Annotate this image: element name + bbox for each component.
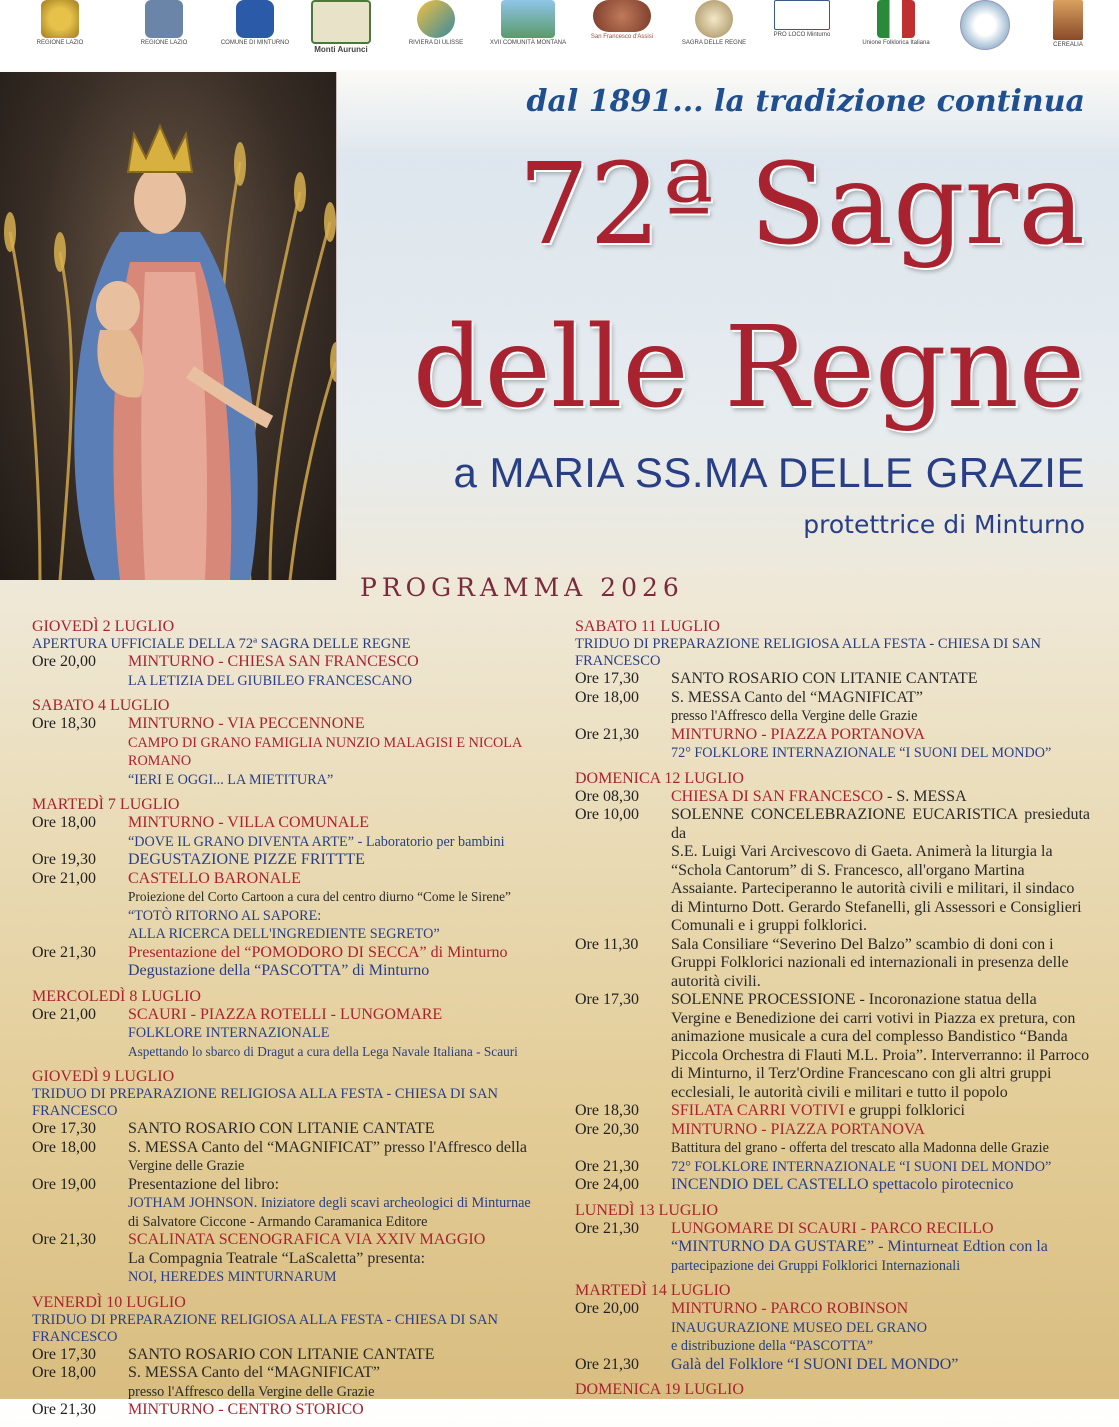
- programma-heading: PROGRAMMA 2026: [360, 573, 684, 602]
- event-text: Sala Consiliare “Severino Del Balzo” scambio di doni con i: [671, 935, 1054, 953]
- event-row: [32, 1401, 552, 1420]
- event-text: S. MESSA Canto del “MAGNIFICAT”: [671, 688, 924, 706]
- event-text: - Incoronazione statua della: [855, 991, 1037, 1008]
- event-row: [575, 788, 1090, 807]
- event-time: Ore 18,00: [575, 688, 639, 706]
- event-text: SFILATA CARRI VOTIVI: [671, 1102, 845, 1119]
- event-text: INAUGURAZIONE MUSEO DEL GRANO: [671, 1319, 928, 1336]
- day-heading: DOMENICA 19 LUGLIO: [575, 1381, 744, 1398]
- title-line-2: delle Regne: [412, 303, 1085, 433]
- day-subtitle: APERTURA UFFICIALE DELLA 72ª SAGRA DELLE REGNE: [32, 636, 411, 652]
- event-row: [32, 1006, 552, 1062]
- event-time: Ore 17,30: [575, 991, 639, 1008]
- event-time: Ore 20,00: [32, 653, 96, 670]
- day-heading: LUNEDÌ 13 LUGLIO: [575, 1201, 719, 1219]
- event-text: partecipazione dei Gruppi Folklorici Internazionali: [671, 1257, 961, 1274]
- event-text: di Minturno, il Terz'Ordine Francescano con gli altri gruppi: [671, 1065, 1052, 1082]
- madonna-statue-photo: [0, 72, 337, 580]
- day-subtitle: TRIDUO DI PREPARAZIONE RELIGIOSA ALLA FESTA - CHIESA DI SAN FRANCESCO: [32, 1311, 498, 1345]
- event-row: [32, 715, 552, 789]
- event-time: Ore 11,30: [575, 935, 639, 953]
- program-right-column: [575, 618, 1090, 1406]
- event-time: Ore 18,30: [575, 1102, 639, 1119]
- dedication: a MARIA SS.MA DELLE GRAZIE: [453, 449, 1085, 496]
- event-location: MINTURNO - PIAZZA PORTANOVA: [671, 725, 925, 743]
- day-block: [575, 1202, 1090, 1276]
- day-heading: SABATO 4 LUGLIO: [32, 697, 170, 714]
- event-time: Ore 21,30: [575, 1355, 639, 1373]
- day-heading: MARTEDÌ 14 LUGLIO: [575, 1282, 731, 1299]
- event-text: di Minturno Dott. Gerardo Stefanelli, gli Assessori e Consiglieri: [671, 898, 1082, 916]
- comunita-montana-logo-icon: XVII COMUNITÀ MONTANA: [488, 0, 568, 66]
- event-text: autorità civili.: [671, 972, 761, 990]
- regione-lazio-emblem-icon: REGIONE LAZIO: [134, 0, 194, 66]
- event-row: [575, 689, 1090, 726]
- event-text: Comunali e i gruppi folklorici.: [671, 917, 867, 934]
- event-text: e gruppi folklorici: [844, 1102, 965, 1119]
- day-block: [575, 770, 1090, 1195]
- event-text: Proiezione del Corto Cartoon a cura del centro diurno “Come le Sirene”: [128, 889, 511, 904]
- day-heading: SABATO 11 LUGLIO: [575, 618, 720, 635]
- event-row: [575, 806, 1090, 936]
- event-row: [575, 1220, 1090, 1276]
- event-text: 72° FOLKLORE INTERNAZIONALE “I SUONI DEL MONDO”: [671, 745, 1052, 761]
- event-time: Ore 17,30: [32, 1120, 96, 1137]
- event-text: animazione musicale a cura del complesso Bandistico “Banda: [671, 1028, 1068, 1045]
- sponsor-logo-strip: [0, 0, 1119, 70]
- unione-folklorica-italiana-logo-icon: Unione Folklorica Italiana: [858, 0, 934, 66]
- event-row: [32, 1139, 552, 1176]
- event-text: INCENDIO DEL CASTELLO: [671, 1176, 869, 1193]
- event-text: ALLA RICERCA DELL'INGREDIENTE SEGRETO”: [128, 926, 440, 942]
- event-row: [575, 1158, 1090, 1177]
- event-text: SOLENNE PROCESSIONE: [671, 991, 856, 1008]
- day-block: [575, 1381, 1090, 1399]
- event-text: Assaiante. Parteciperanno le autorità civili e militari, il sindaco: [671, 880, 1075, 897]
- event-location: MINTURNO - PARCO ROBINSON: [671, 1300, 909, 1317]
- event-time: Ore 21,00: [32, 869, 96, 887]
- event-text: Battitura del grano - offerta del trescato alla Madonna delle Grazie: [671, 1140, 1049, 1156]
- event-row: [575, 726, 1090, 763]
- title-line-1: 72ª Sagra: [518, 140, 1085, 270]
- event-text: “DOVE IL GRANO DIVENTA ARTE” - Laboratorio per bambini: [128, 833, 505, 850]
- event-location: CHIESA DI SAN FRANCESCO: [671, 787, 884, 805]
- protector-subtitle: protettrice di Minturno: [803, 510, 1085, 539]
- day-block: [575, 1282, 1090, 1374]
- event-time: Ore 18,00: [32, 814, 96, 831]
- event-text: presieduta da: [671, 806, 1090, 842]
- day-block: [32, 1294, 552, 1420]
- event-location: MINTURNO - VIA PECCENNONE: [128, 715, 365, 732]
- event-text: JOTHAM JOHNSON. Iniziatore degli scavi archeologici di Minturnae: [128, 1195, 531, 1211]
- event-text: FOLKLORE INTERNAZIONALE: [128, 1025, 330, 1041]
- day-block: [32, 796, 552, 981]
- event-time: Ore 20,00: [575, 1300, 639, 1317]
- event-text: “TOTÒ RITORNO AL SAPORE:: [128, 907, 322, 924]
- event-row: [32, 944, 552, 981]
- event-text: Vergine e Benedizione dei carri votivi in Piazza ex pretura, con: [671, 1009, 1076, 1027]
- event-row: [575, 1356, 1090, 1375]
- event-text: CAMPO DI GRANO FAMIGLIA NUNZIO MALAGISI E NICOLA ROMANO: [128, 734, 522, 769]
- associazione-sagra-delle-regne-logo-icon: SAGRA DELLE REGNE: [680, 0, 748, 66]
- event-row: [575, 670, 1090, 689]
- day-block: [32, 697, 552, 789]
- event-time: Ore 17,30: [32, 1345, 96, 1363]
- cerealia-logo-icon: CEREALIA: [1038, 0, 1098, 66]
- day-block: [32, 618, 552, 690]
- event-time: Ore 21,30: [575, 725, 639, 743]
- event-location: LUNGOMARE DI SCAURI - PARCO RECILLO: [671, 1219, 994, 1237]
- event-time: Ore 21,30: [575, 1157, 639, 1175]
- event-text: Aspettando lo sbarco di Dragut a cura della Lega Navale Italiana - Scauri: [128, 1043, 518, 1059]
- event-text: SOLENNE CONCELEBRAZIONE EUCARISTICA: [671, 806, 1018, 823]
- event-text: SANTO ROSARIO CON LITANIE CANTATE: [128, 1120, 435, 1137]
- event-text: spettacolo pirotecnico: [868, 1176, 1014, 1193]
- event-time: Ore 21,00: [32, 1005, 96, 1023]
- mountain-logo-icon: [952, 0, 1018, 66]
- parco-monti-aurunci-logo-icon: Monti Aurunci: [306, 0, 376, 66]
- event-text: Presentazione del libro:: [128, 1175, 280, 1193]
- day-heading: VENERDÌ 10 LUGLIO: [32, 1293, 186, 1311]
- event-time: Ore 19,00: [32, 1175, 96, 1193]
- event-text: Vergine delle Grazie: [128, 1158, 245, 1174]
- event-text: S. MESSA Canto del “MAGNIFICAT” presso l'Affresco della: [128, 1138, 527, 1156]
- tagline: dal 1891... la tradizione continua: [526, 84, 1085, 119]
- event-time: Ore 21,30: [32, 1401, 96, 1418]
- event-text: Gruppi Folklorici nazionali ed internazionali in presenza delle: [671, 954, 1069, 971]
- event-location: SCALINATA SCENOGRAFICA VIA XXIV MAGGIO: [128, 1231, 486, 1248]
- event-text: e distribuzione della “PASCOTTA”: [671, 1338, 874, 1354]
- event-text: “IERI E OGGI... LA MIETITURA”: [128, 771, 334, 788]
- event-row: [32, 814, 552, 851]
- event-text: presso l'Affresco della Vergine delle Grazie: [671, 708, 918, 724]
- event-row: [575, 936, 1090, 992]
- day-subtitle: TRIDUO DI PREPARAZIONE RELIGIOSA ALLA FESTA - CHIESA DI SAN FRANCESCO: [575, 636, 1041, 669]
- event-text: “MINTURNO DA GUSTARE” - Minturneat Edtion con la: [671, 1238, 1048, 1255]
- event-text: S. MESSA Canto del “MAGNIFICAT”: [128, 1364, 381, 1381]
- program-left-column: [32, 618, 552, 1427]
- pro-loco-minturno-logo-icon: PRO LOCO Minturno: [766, 0, 838, 66]
- event-time: Ore 18,00: [32, 1364, 96, 1381]
- event-text: LA LETIZIA DEL GIUBILEO FRANCESCANO: [128, 672, 412, 689]
- event-location: MINTURNO - CENTRO STORICO: [128, 1401, 364, 1418]
- event-time: Ore 24,00: [575, 1176, 639, 1193]
- event-time: Ore 20,30: [575, 1120, 639, 1138]
- event-location: MINTURNO - VILLA COMUNALE: [128, 814, 370, 831]
- event-text: Degustazione della “PASCOTTA” di Minturno: [128, 962, 430, 979]
- day-heading: DOMENICA 12 LUGLIO: [575, 769, 744, 787]
- regione-lazio-crest-icon: REGIONE LAZIO: [30, 0, 90, 66]
- event-text: Galà del Folklore “I SUONI DEL MONDO”: [671, 1355, 959, 1373]
- day-block: [575, 618, 1090, 763]
- event-text: 72° FOLKLORE INTERNAZIONALE “I SUONI DEL MONDO”: [671, 1158, 1052, 1175]
- event-row: [32, 870, 552, 944]
- convento-san-francesco-logo-icon: San Francesco d'Assisi: [582, 0, 662, 66]
- event-text: Presentazione del “POMODORO DI SECCA” di Minturno: [128, 943, 508, 961]
- event-row: [575, 991, 1090, 1102]
- event-row: [575, 1176, 1090, 1195]
- event-text: Piccola Orchestra di Flauti M.L. Proia”. Interverranno: il Parroco: [671, 1046, 1090, 1064]
- day-subtitle: TRIDUO DI PREPARAZIONE RELIGIOSA ALLA FESTA - CHIESA DI SAN FRANCESCO: [32, 1086, 498, 1119]
- event-text: S.E. Luigi Vari Arcivescovo di Gaeta. Animerà la liturgia la: [671, 843, 1053, 860]
- event-text: presso l'Affresco della Vergine delle Grazie: [128, 1383, 375, 1400]
- event-row: [32, 1176, 552, 1232]
- event-text: SANTO ROSARIO CON LITANIE CANTATE: [128, 1345, 435, 1363]
- event-location: MINTURNO - PIAZZA PORTANOVA: [671, 1120, 925, 1138]
- event-location: MINTURNO - CHIESA SAN FRANCESCO: [128, 653, 419, 670]
- event-time: Ore 18,30: [32, 715, 96, 732]
- event-time: Ore 21,30: [575, 1219, 639, 1237]
- event-row: [32, 1120, 552, 1139]
- day-heading: GIOVEDÌ 2 LUGLIO: [32, 618, 175, 635]
- day-heading: GIOVEDÌ 9 LUGLIO: [32, 1068, 175, 1085]
- event-row: [32, 851, 552, 870]
- event-row: [575, 1300, 1090, 1356]
- day-heading: MERCOLEDÌ 8 LUGLIO: [32, 987, 201, 1005]
- day-block: [32, 1068, 552, 1287]
- event-text: SANTO ROSARIO CON LITANIE CANTATE: [671, 670, 978, 687]
- day-block: [32, 988, 552, 1062]
- event-text: di Salvatore Ciccone - Armando Caramanica Editore: [128, 1213, 428, 1230]
- event-time: Ore 08,30: [575, 787, 639, 805]
- event-time: Ore 18,00: [32, 1138, 96, 1156]
- event-time: Ore 10,00: [575, 806, 639, 823]
- event-location: SCAURI - PIAZZA ROTELLI - LUNGOMARE: [128, 1005, 443, 1023]
- event-text: - S. MESSA: [883, 787, 967, 805]
- event-location: CASTELLO BARONALE: [128, 869, 301, 887]
- event-time: Ore 21,30: [32, 1231, 96, 1248]
- event-time: Ore 17,30: [575, 670, 639, 687]
- event-text: NOI, HEREDES MINTURNARUM: [128, 1269, 337, 1285]
- event-text: DEGUSTAZIONE PIZZE FRITTTE: [128, 851, 365, 868]
- event-text: “Schola Cantorum” di S. Francesco, all'organo Martina: [671, 861, 1025, 879]
- event-time: Ore 19,30: [32, 851, 96, 868]
- event-row: [32, 1231, 552, 1287]
- event-time: Ore 21,30: [32, 943, 96, 961]
- event-row: [32, 653, 552, 690]
- comune-di-minturno-crest-icon: COMUNE DI MINTURNO: [220, 0, 290, 66]
- event-text: La Compagnia Teatrale “LaScaletta” presenta:: [128, 1249, 426, 1267]
- event-row: [32, 1364, 552, 1401]
- ente-parco-riviera-di-ulisse-logo-icon: RIVIERA DI ULISSE: [396, 0, 476, 66]
- event-row: [575, 1102, 1090, 1121]
- event-row: [32, 1346, 552, 1365]
- event-row: [575, 1121, 1090, 1158]
- day-heading: MARTEDÌ 7 LUGLIO: [32, 796, 180, 813]
- event-text: ecclesiali, le autorità civili e militari e tutto il popolo: [671, 1083, 1008, 1101]
